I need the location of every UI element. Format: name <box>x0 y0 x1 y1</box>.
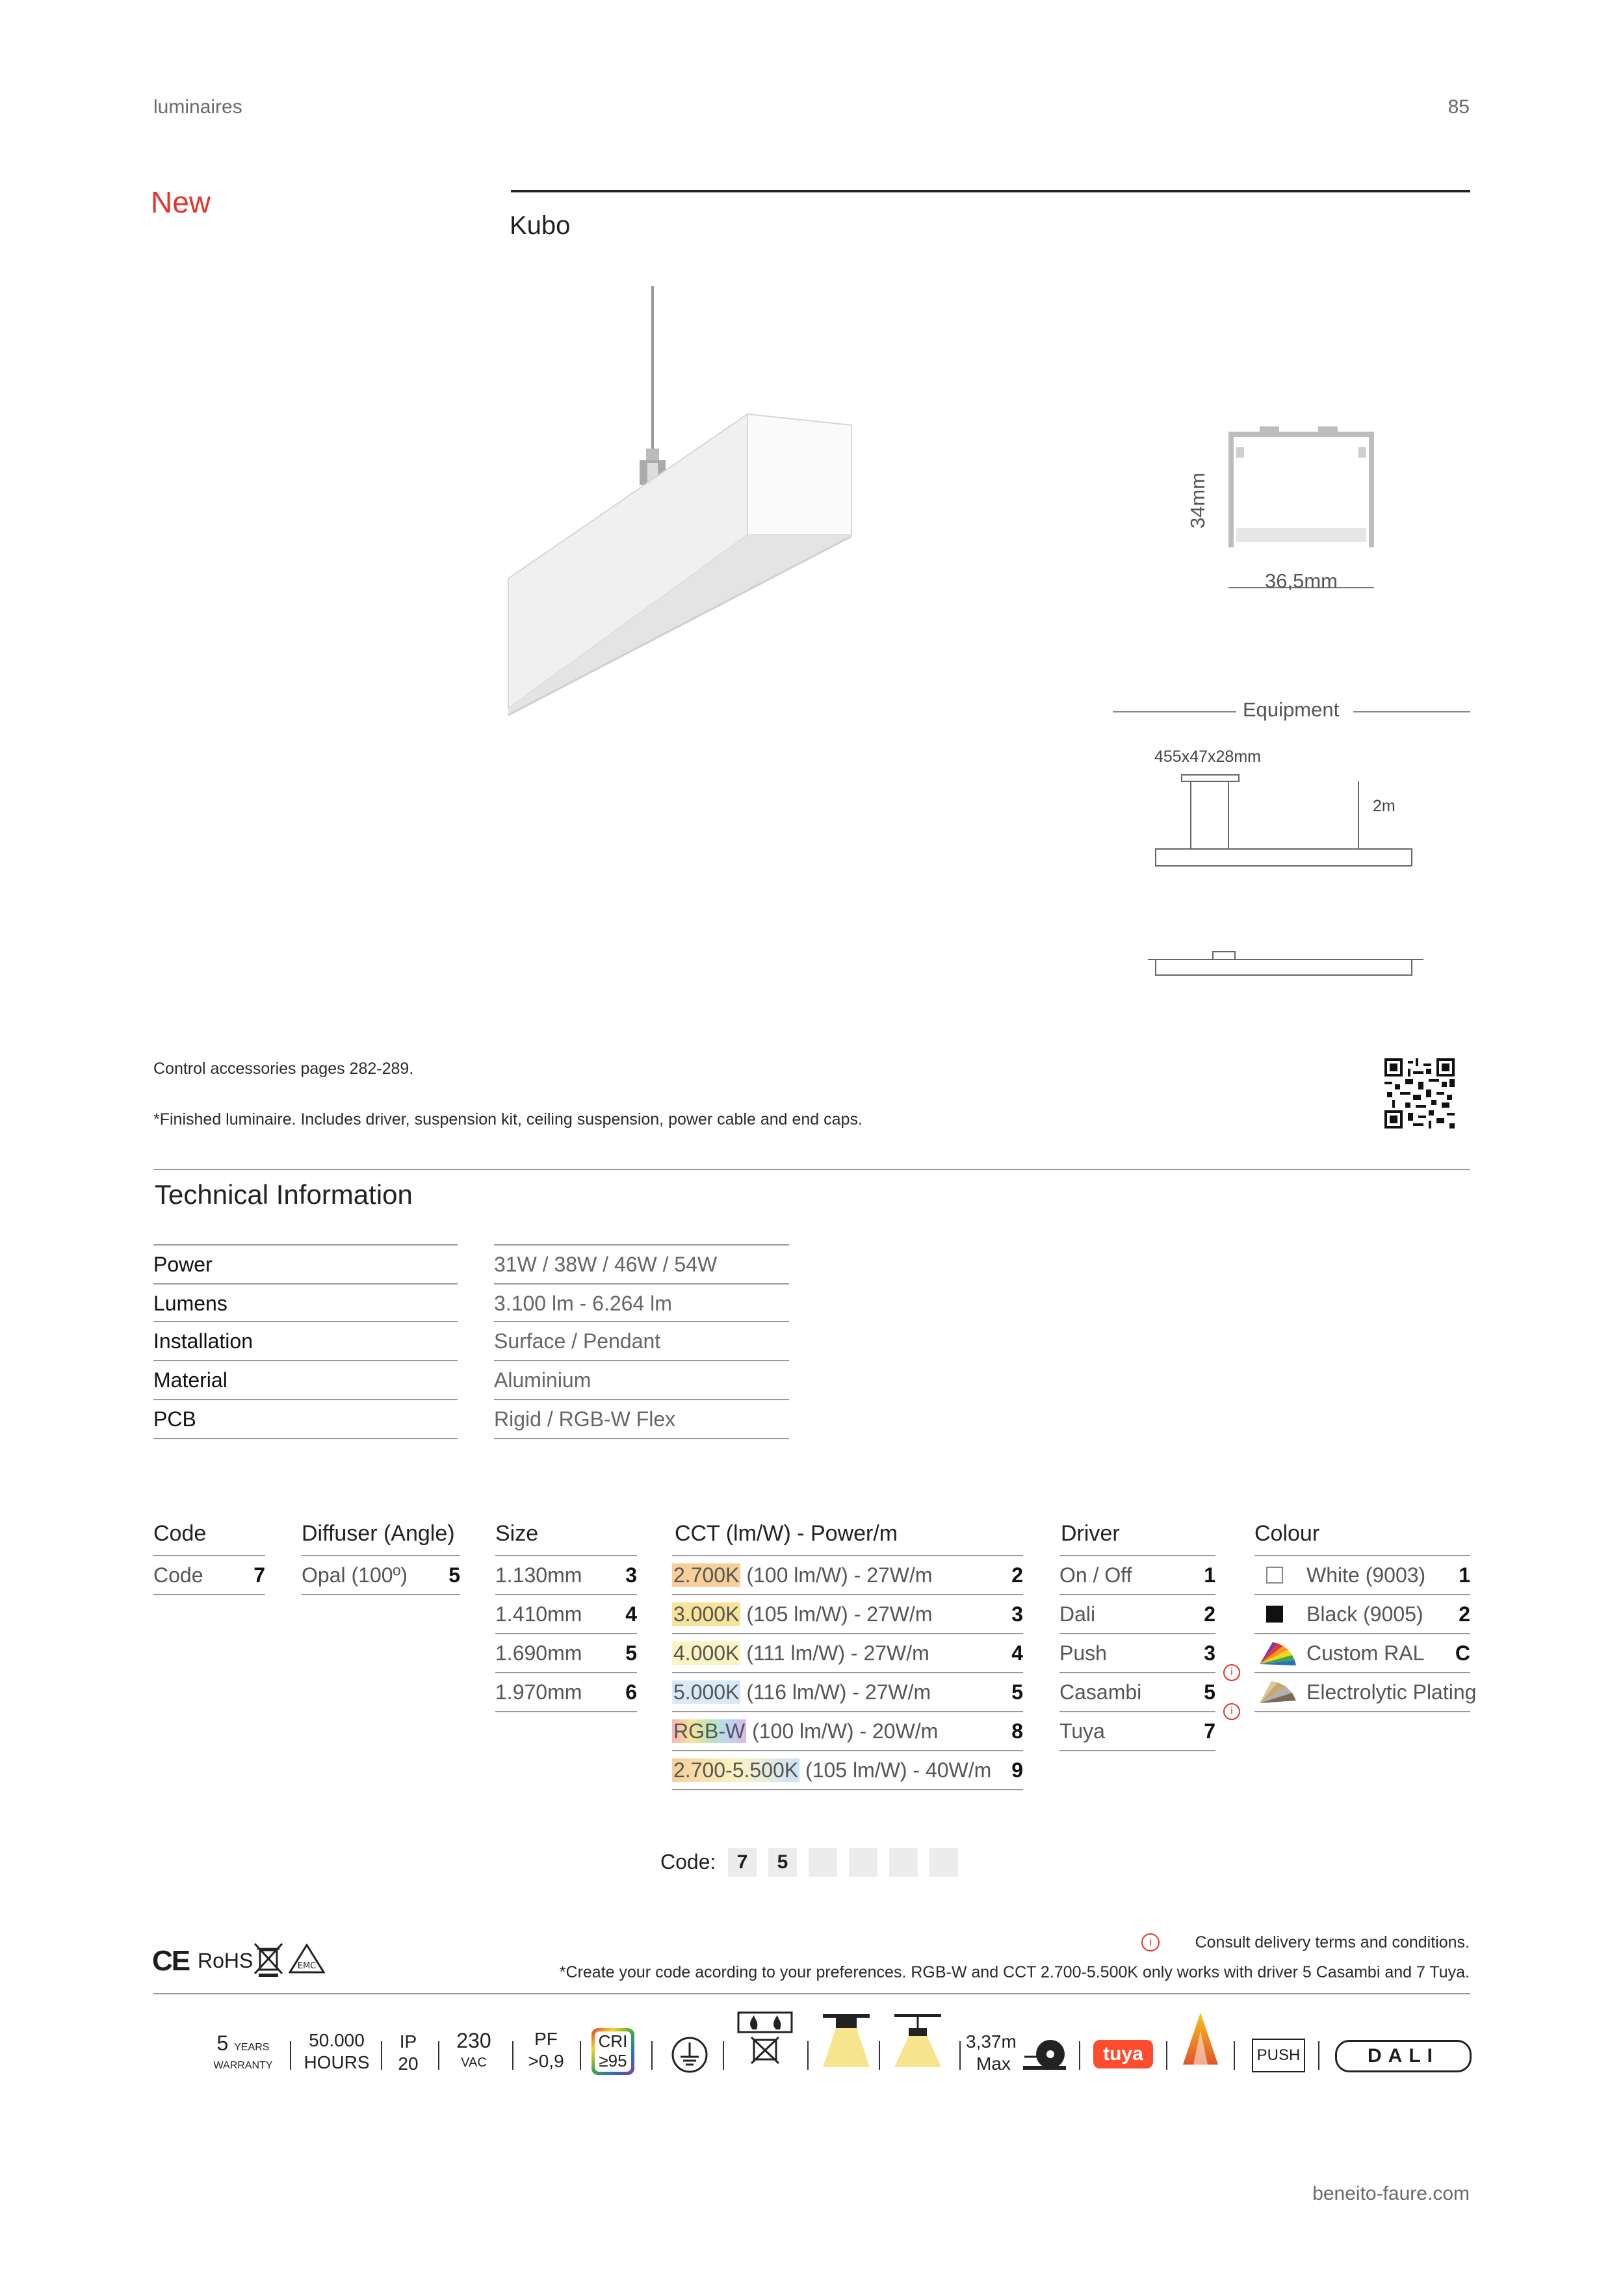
cct-code: 4 <box>1011 1641 1023 1665</box>
ral-fan-icon <box>1257 1641 1299 1667</box>
cct-details: (116 lm/W) - 27W/m <box>740 1680 931 1704</box>
driver-row-value: 5 <box>1204 1680 1215 1704</box>
driver-row-value: 1 <box>1204 1563 1215 1587</box>
cct-column <box>672 1555 1023 1782</box>
cct-row[interactable] <box>672 1556 1023 1595</box>
tech-label: Lumens <box>153 1283 458 1322</box>
white-swatch <box>1266 1567 1283 1584</box>
driver-row[interactable] <box>1059 1712 1215 1751</box>
casambi-icon <box>1182 2011 1219 2066</box>
voltage-icon <box>448 2029 499 2074</box>
separator <box>580 2041 581 2070</box>
plating-fan-icon <box>1257 1680 1299 1706</box>
equipment-rule-right <box>1353 711 1470 712</box>
technical-title: Technical Information <box>155 1179 413 1210</box>
hours-number: 50.000 <box>309 2030 365 2050</box>
separator <box>879 2041 880 2070</box>
power-factor-icon <box>520 2028 572 2072</box>
features-divider <box>153 1993 1470 1994</box>
code-row[interactable] <box>153 1556 265 1595</box>
warranty-years-text: YEARS <box>234 2042 270 2053</box>
cut-length-max: Max <box>976 2054 1011 2074</box>
separator <box>723 2041 724 2070</box>
size-header: Size <box>495 1521 539 1546</box>
tech-label: Power <box>153 1244 458 1283</box>
code-column <box>153 1555 265 1587</box>
separator <box>651 2041 653 2070</box>
size-row[interactable] <box>495 1556 637 1595</box>
cct-details: (111 lm/W) - 27W/m <box>740 1641 929 1665</box>
separator <box>381 2041 382 2070</box>
pf-label: PF <box>534 2029 558 2049</box>
cri-label: CRI <box>598 2031 628 2051</box>
ip-rating-icon <box>391 2031 425 2075</box>
product-name: Kubo <box>510 211 571 240</box>
separator <box>1234 2041 1235 2070</box>
driver-row-value: 7 <box>1204 1719 1215 1743</box>
cct-row[interactable] <box>672 1634 1023 1673</box>
size-column <box>495 1555 637 1704</box>
website[interactable]: beneito-faure.com <box>1312 2183 1470 2204</box>
section-title: luminaires <box>153 96 242 118</box>
pf-value: >0,9 <box>528 2051 564 2071</box>
cut-length-value: 3,37m <box>966 2031 1017 2052</box>
code-row-value: 7 <box>253 1563 265 1587</box>
qr-code[interactable] <box>1384 1058 1455 1128</box>
emc-icon <box>289 1944 325 1974</box>
code-box[interactable]: 5 <box>768 1848 797 1877</box>
consult-info-icon[interactable]: i <box>1141 1933 1160 1951</box>
size-row-label: 1.410mm <box>495 1602 582 1626</box>
size-row-value: 5 <box>625 1641 637 1665</box>
colour-row[interactable] <box>1254 1673 1477 1712</box>
ce-mark: CE <box>152 1945 190 1977</box>
cct-value: 4.000K <box>673 1641 740 1665</box>
ip-label: IP <box>399 2031 417 2052</box>
colour-row[interactable] <box>1254 1556 1470 1595</box>
info-icon[interactable]: i <box>1223 1703 1240 1720</box>
driver-row[interactable] <box>1059 1673 1215 1712</box>
colour-row-label: Electrolytic Plating <box>1306 1680 1477 1704</box>
diffuser-header: Diffuser (Angle) <box>302 1521 455 1546</box>
code-header: Code <box>153 1521 207 1546</box>
black-swatch <box>1266 1606 1283 1623</box>
colour-header: Colour <box>1254 1521 1320 1546</box>
warranty-word: WARRANTY <box>213 2060 273 2071</box>
cct-code: 3 <box>1011 1602 1023 1626</box>
cct-details: (100 lm/W) - 27W/m <box>740 1563 933 1587</box>
cri-inner <box>595 2031 631 2072</box>
code-box[interactable] <box>929 1848 958 1877</box>
profile-height-text: 34mm <box>1186 472 1209 529</box>
colour-row[interactable] <box>1254 1634 1470 1673</box>
code-box[interactable]: 7 <box>728 1848 757 1877</box>
colour-row-value: 2 <box>1459 1602 1470 1626</box>
cct-value: RGB-W <box>673 1719 746 1743</box>
voltage-number: 230 <box>456 2029 491 2052</box>
notes-divider <box>153 1169 1470 1170</box>
diffuser-row[interactable] <box>302 1556 460 1595</box>
code-box[interactable] <box>889 1848 918 1877</box>
size-row[interactable] <box>495 1595 637 1634</box>
new-badge: New <box>151 185 211 219</box>
cut-length-text <box>966 2031 1019 2075</box>
accessories-note: Control accessories pages 282-289. <box>153 1060 414 1078</box>
profile-height-label <box>1182 463 1213 534</box>
code-row-label: Code <box>153 1563 203 1587</box>
driver-row-label: Dali <box>1059 1602 1096 1626</box>
size-row-label: 1.130mm <box>495 1563 582 1587</box>
driver-row[interactable] <box>1059 1556 1215 1595</box>
cct-details: (105 lm/W) - 40W/m <box>799 1758 992 1782</box>
product-image <box>500 286 864 728</box>
weee-bin-icon <box>253 1942 283 1977</box>
driver-row-label: Push <box>1059 1641 1107 1665</box>
tech-label: Material <box>153 1360 458 1399</box>
pendant-mount-icon <box>893 2013 942 2067</box>
title-rule <box>511 190 1470 192</box>
voltage-unit: VAC <box>461 2055 487 2070</box>
cct-code: 9 <box>1011 1758 1023 1782</box>
tech-value: 31W / 38W / 46W / 54W <box>494 1244 789 1283</box>
driver-row-value: 2 <box>1204 1602 1215 1626</box>
separator <box>512 2041 513 2070</box>
cct-header: CCT (lm/W) - Power/m <box>675 1521 898 1546</box>
driver-row[interactable] <box>1059 1595 1215 1634</box>
cct-details: (105 lm/W) - 27W/m <box>740 1602 933 1626</box>
separator <box>1318 2041 1319 2070</box>
cri-value: ≥95 <box>599 2051 627 2070</box>
size-row-label: 1.690mm <box>495 1641 582 1665</box>
driver-column <box>1059 1555 1215 1743</box>
cct-code: 5 <box>1011 1680 1023 1704</box>
size-row-label: 1.970mm <box>495 1680 582 1704</box>
separator <box>438 2041 439 2070</box>
driver-row-label: Tuya <box>1059 1719 1105 1743</box>
driver-row-value: 3 <box>1204 1641 1215 1665</box>
code-box[interactable] <box>809 1848 837 1877</box>
driver-row[interactable] <box>1059 1634 1215 1673</box>
colour-row-value: 1 <box>1459 1563 1470 1587</box>
diffuser-row-value: 5 <box>448 1563 460 1587</box>
colour-row-label: Black (9005) <box>1306 1602 1423 1626</box>
colour-row[interactable] <box>1254 1595 1470 1634</box>
cct-value: 2.700-5.500K <box>673 1758 799 1782</box>
code-box[interactable] <box>849 1848 877 1877</box>
cct-details: (100 lm/W) - 20W/m <box>746 1719 939 1743</box>
warranty-icon <box>211 2032 276 2073</box>
separator <box>1166 2041 1167 2070</box>
info-icon[interactable]: i <box>1223 1664 1240 1681</box>
dali-logo: DALI <box>1335 2040 1472 2072</box>
ip-value: 20 <box>398 2054 419 2074</box>
cct-row[interactable] <box>672 1595 1023 1634</box>
profile-width-label: 36,5mm <box>1265 569 1338 592</box>
finished-note: *Finished luminaire. Includes driver, suspension kit, ceiling suspension, power cable and end caps. <box>153 1110 863 1128</box>
separator <box>807 2041 809 2070</box>
separator <box>1079 2041 1080 2070</box>
cct-code: 8 <box>1011 1719 1023 1743</box>
colour-row-label: White (9003) <box>1306 1563 1426 1587</box>
separator <box>959 2041 961 2070</box>
tech-value: Surface / Pendant <box>494 1321 789 1360</box>
colour-row-label: Custom RAL <box>1306 1641 1425 1665</box>
saw-cut-icon <box>1022 2033 1067 2072</box>
push-icon: PUSH <box>1252 2039 1305 2072</box>
ground-icon <box>671 2036 708 2074</box>
separator <box>290 2041 291 2070</box>
cct-code: 2 <box>1011 1563 1023 1587</box>
driver-header: Driver <box>1061 1521 1120 1546</box>
page-number: 85 <box>1448 96 1470 118</box>
svg-text:EMC: EMC <box>297 1961 317 1971</box>
size-row[interactable] <box>495 1673 637 1712</box>
diffuser-row-label: Opal (100º) <box>302 1563 408 1587</box>
size-row-value: 4 <box>625 1602 637 1626</box>
cct-row[interactable] <box>672 1712 1023 1751</box>
driver-size-label: 455x47x28mm <box>1154 748 1261 766</box>
create-code-note: *Create your code acording to your preferences. RGB-W and CCT 2.700-5.500K only works with driver 5 Casambi and 7 Tuya. <box>559 1963 1470 1981</box>
fire-safety-icon <box>737 2011 793 2068</box>
tech-value: 3.100 lm - 6.264 lm <box>494 1283 789 1322</box>
size-row-value: 3 <box>625 1563 637 1587</box>
size-row[interactable] <box>495 1634 637 1673</box>
equipment-title: Equipment <box>1243 698 1340 721</box>
equipment-drawing <box>1144 767 1443 988</box>
cct-row[interactable] <box>672 1673 1023 1712</box>
equipment-rule-left <box>1113 711 1236 712</box>
consult-note: Consult delivery terms and conditions. <box>1195 1933 1470 1951</box>
cct-value: 2.700K <box>673 1563 740 1587</box>
colour-row-value: C <box>1455 1641 1470 1665</box>
driver-row-label: On / Off <box>1059 1563 1132 1587</box>
cable-length-label: 2m <box>1373 797 1396 815</box>
cct-value: 5.000K <box>673 1680 740 1704</box>
tech-label: PCB <box>153 1399 458 1439</box>
code-builder-label: Code: <box>660 1850 716 1873</box>
tech-value: Aluminium <box>494 1360 789 1399</box>
colour-column <box>1254 1555 1477 1704</box>
warranty-number: 5 <box>216 2031 229 2055</box>
size-row-value: 6 <box>625 1680 637 1704</box>
hours-word: HOURS <box>304 2052 370 2072</box>
hours-icon <box>302 2029 372 2074</box>
tech-value: Rigid / RGB-W Flex <box>494 1399 789 1439</box>
tuya-logo: tuya <box>1093 2040 1153 2068</box>
diffuser-column <box>302 1555 460 1587</box>
cct-row[interactable] <box>672 1751 1023 1790</box>
cri-icon <box>591 2028 634 2075</box>
cct-value: 3.000K <box>673 1602 740 1626</box>
surface-mount-icon <box>822 2013 871 2067</box>
tech-label: Installation <box>153 1321 458 1360</box>
rohs-mark: RoHS <box>198 1949 253 1972</box>
driver-row-label: Casambi <box>1059 1680 1142 1704</box>
